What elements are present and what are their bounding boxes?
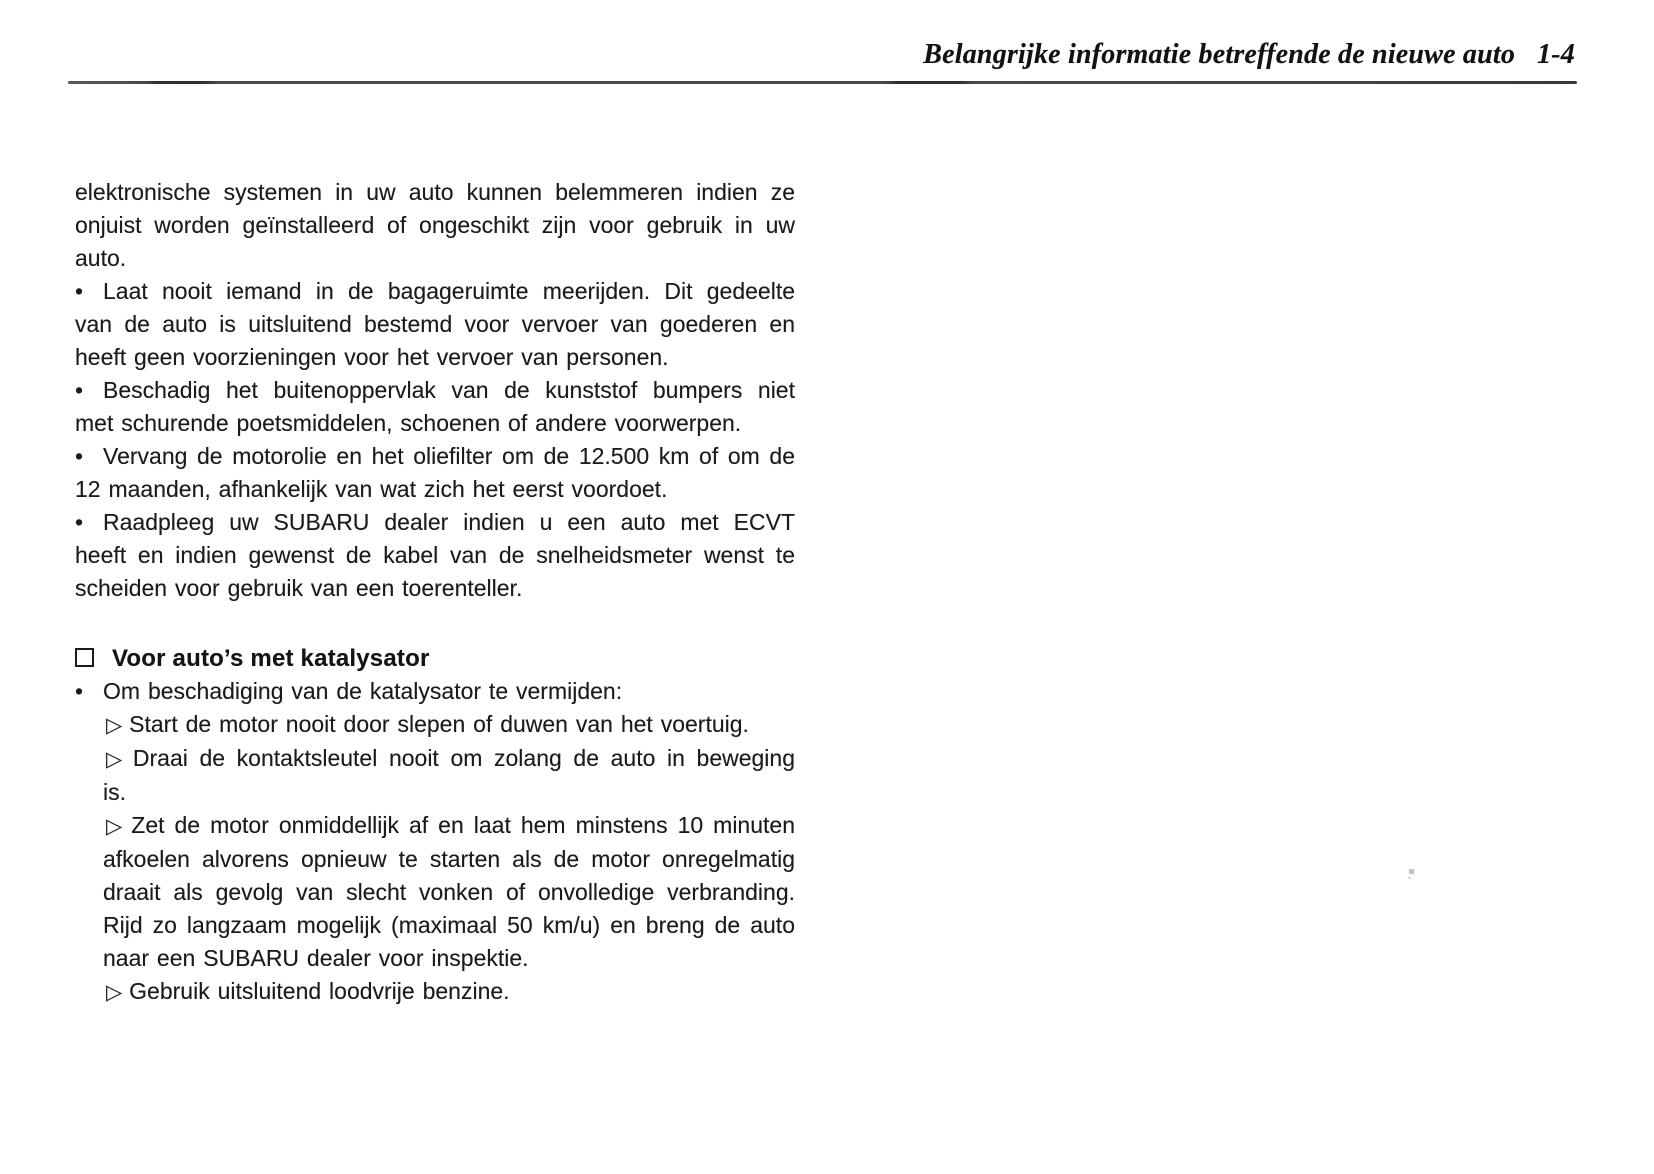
paragraph-line: onjuist worden geïnstalleerd of ongeschikt zijn voor gebruik in uw bbox=[75, 212, 795, 238]
scan-artifact bbox=[1409, 869, 1414, 874]
sub-item-line: is. bbox=[103, 779, 126, 805]
bullet-item-line: scheiden voor gebruik van een toerenteller. bbox=[75, 575, 523, 601]
sub-item-line bbox=[103, 809, 795, 843]
body-text-block bbox=[75, 176, 795, 1009]
bullet-icon: • bbox=[75, 278, 84, 304]
bullet-icon: • bbox=[75, 377, 84, 403]
sub-item-line: draait als gevolg van slecht vonken of onvolledige verbranding. bbox=[103, 879, 795, 905]
bullet-text: Om beschadiging van de katalysator te vermijden: bbox=[103, 678, 623, 704]
running-title: Belangrijke informatie betreffende de nieuwe auto bbox=[923, 39, 1516, 70]
sub-item-line bbox=[103, 742, 795, 776]
bullet-item-line: 12 maanden, afhankelijk van wat zich het eerst voordoet. bbox=[75, 476, 668, 502]
bullet-item-line: met schurende poetsmiddelen, schoenen of andere voorwerpen. bbox=[75, 410, 742, 436]
bullet-item-line: heeft en indien gewenst de kabel van de snelheidsmeter wenst te bbox=[75, 542, 795, 568]
triangle-bullet-icon: ▷ bbox=[106, 713, 123, 737]
sub-item-line: naar een SUBARU dealer voor inspektie. bbox=[103, 945, 529, 971]
sub-item-line: Rijd zo langzaam mogelijk (maximaal 50 km/u) en breng de auto bbox=[103, 912, 795, 938]
bullet-text: Beschadig het buitenoppervlak van de kunststof bumpers niet bbox=[103, 377, 795, 403]
sub-item-line bbox=[103, 975, 795, 1009]
bullet-text: Vervang de motorolie en het oliefilter om de 12.500 km of om de bbox=[103, 443, 795, 469]
scan-artifact bbox=[1408, 877, 1411, 879]
bullet-item-line bbox=[75, 440, 795, 473]
sub-item-line: afkoelen alvorens opnieuw te starten als de motor onregelmatig bbox=[103, 846, 795, 872]
triangle-bullet-icon: ▷ bbox=[106, 980, 123, 1004]
sub-item-text: Zet de motor onmiddellijk af en laat hem minstens 10 minuten bbox=[131, 812, 795, 838]
sub-item-line bbox=[103, 708, 795, 742]
header-rule bbox=[68, 81, 1577, 84]
bullet-text: Laat nooit iemand in de bagageruimte meerijden. Dit gedeelte bbox=[103, 278, 795, 304]
bullet-icon: • bbox=[75, 678, 84, 704]
bullet-item-line: van de auto is uitsluitend bestemd voor vervoer van goederen en bbox=[75, 311, 795, 337]
section-heading bbox=[75, 642, 795, 675]
bullet-item-line bbox=[75, 675, 795, 708]
page-header bbox=[375, 38, 1575, 72]
sub-item-text: Gebruik uitsluitend loodvrije benzine. bbox=[129, 978, 510, 1004]
paragraph-line: auto. bbox=[75, 245, 127, 271]
bullet-item-line bbox=[75, 506, 795, 539]
checkbox-square-icon bbox=[75, 648, 94, 667]
bullet-icon: • bbox=[75, 509, 84, 535]
bullet-item-line bbox=[75, 374, 795, 407]
bullet-item-line: heeft geen voorzieningen voor het vervoer van personen. bbox=[75, 344, 669, 370]
sub-item-text: Start de motor nooit door slepen of duwen van het voertuig. bbox=[129, 711, 749, 737]
triangle-bullet-icon: ▷ bbox=[106, 747, 126, 771]
paragraph-line: elektronische systemen in uw auto kunnen belemmeren indien ze bbox=[75, 179, 795, 205]
section-heading-text: Voor auto’s met katalysator bbox=[112, 645, 430, 672]
bullet-text: Raadpleeg uw SUBARU dealer indien u een auto met ECVT bbox=[103, 509, 795, 535]
bullet-icon: • bbox=[75, 443, 84, 469]
bullet-item-line bbox=[75, 275, 795, 308]
sub-item-text: Draai de kontaktsleutel nooit om zolang de auto in beweging bbox=[132, 745, 796, 771]
triangle-bullet-icon: ▷ bbox=[106, 814, 125, 838]
page-number: 1-4 bbox=[1537, 39, 1575, 70]
